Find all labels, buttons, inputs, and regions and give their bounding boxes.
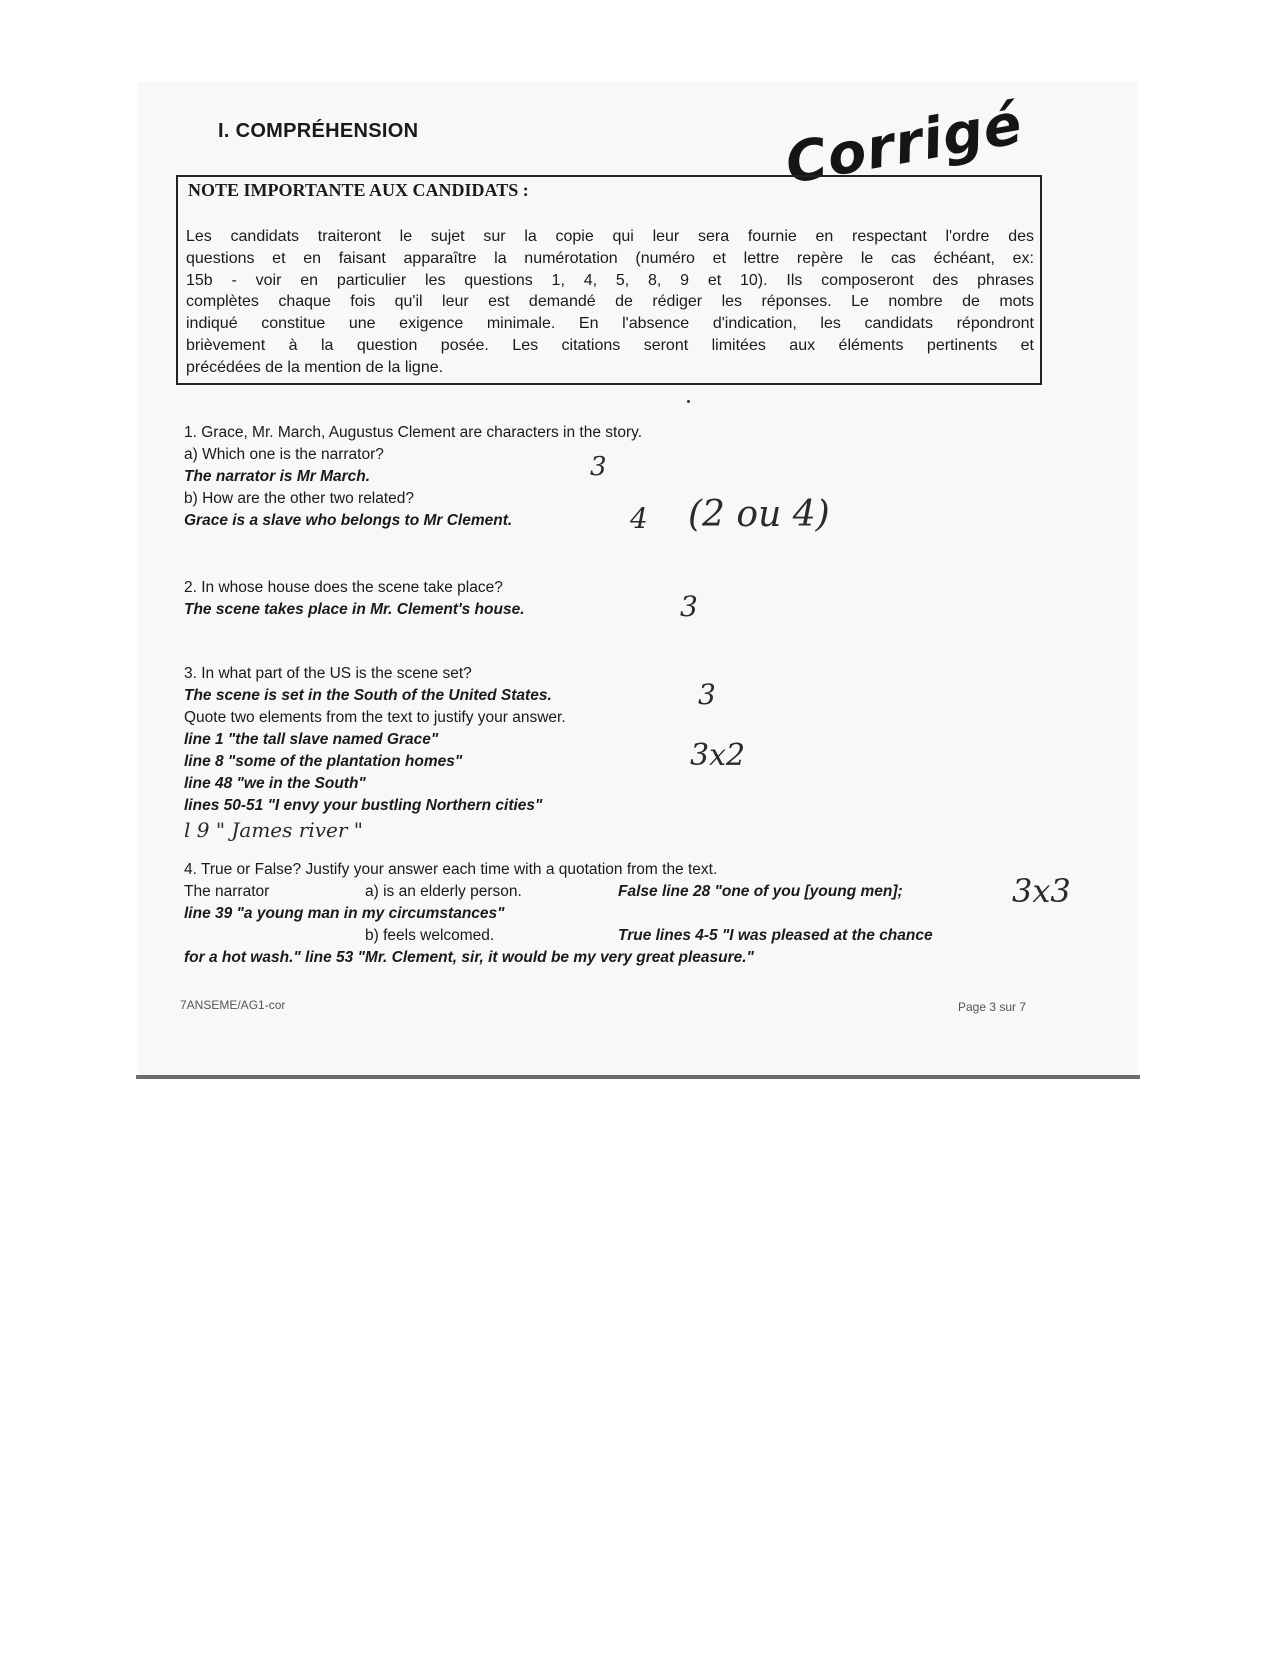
q2-answer: The scene takes place in Mr. Clement's house. <box>184 601 525 618</box>
scan-bottom-edge <box>136 1075 1140 1079</box>
q3-quote: line 48 "we in the South" <box>184 775 366 792</box>
note-line: Les candidats traiteront le sujet sur la copie qui leur sera fournie en respectant l'ordre des <box>186 228 1034 245</box>
q2-mark: 3 <box>680 590 698 623</box>
note-line: précédées de la mention de la ligne. <box>186 358 444 376</box>
note-line: 15b - voir en particulier les questions 1, 4, 5, 8, 9 et 10). Ils composeront des phrases <box>186 271 1034 289</box>
note-body <box>186 226 1034 379</box>
q1-a-mark: 3 <box>590 452 607 482</box>
q1-b-question: b) How are the other two related? <box>184 490 415 507</box>
q4-a-answer: False line 28 "one of you [young men]; <box>618 883 903 900</box>
q1-question: 1. Grace, Mr. March, Augustus Clement are characters in the story. <box>184 424 643 441</box>
q3-handwritten-quote: l 9 " James river " <box>184 818 363 842</box>
q4-a-answer-cont: line 39 "a young man in my circumstances" <box>184 905 505 922</box>
note-line: complètes chaque fois qu'il leur est demandé de rédiger les réponses. Le nombre de mots <box>186 293 1034 311</box>
q4-a-statement: a) is an elderly person. <box>365 883 522 900</box>
q2-question: 2. In whose house does the scene take place? <box>184 579 503 596</box>
footer-reference: 7ANSEME/AG1-cor <box>180 998 286 1012</box>
note-line: brièvement à la question posée. Les citations seront limitées aux éléments pertinents et <box>186 336 1034 354</box>
note-title: NOTE IMPORTANTE AUX CANDIDATS : <box>188 180 529 200</box>
scan-speck <box>687 400 690 403</box>
q3-quote: line 1 "the tall slave named Grace" <box>184 731 439 748</box>
q4-mark: 3x3 <box>1012 872 1071 910</box>
note-line: questions et en faisant apparaître la numérotation (numéro et lettre repère le cas échéant, ex: <box>186 249 1034 267</box>
q3-question: 3. In what part of the US is the scene set? <box>184 665 472 682</box>
q3-quote: lines 50-51 "I envy your bustling Northern cities" <box>184 797 543 814</box>
q3-quote: line 8 "some of the plantation homes" <box>184 753 463 770</box>
corrige-stamp: Corrigé <box>780 91 1028 197</box>
q3-quote-instruction: Quote two elements from the text to justify your answer. <box>184 709 566 726</box>
q3-quotes-mark: 3x2 <box>690 738 746 773</box>
q1-a-answer: The narrator is Mr March. <box>184 468 371 485</box>
note-line: indiqué constitue une exigence minimale. En l'absence d'indication, les candidats répondront <box>186 315 1034 333</box>
q1-b-answer: Grace is a slave who belongs to Mr Clement. <box>184 512 513 529</box>
q4-b-answer: True lines 4-5 "I was pleased at the chance <box>618 927 933 944</box>
q4-b-statement: b) feels welcomed. <box>365 927 495 944</box>
q4-b-answer-cont: for a hot wash." line 53 "Mr. Clement, sir, it would be my very great pleasure." <box>184 949 754 966</box>
q3-mark: 3 <box>698 678 716 711</box>
q1-b-mark-note: (2 ou 4) <box>688 494 830 535</box>
q4-subject: The narrator <box>184 883 270 900</box>
q4-question: 4. True or False? Justify your answer each time with a quotation from the text. <box>184 861 718 878</box>
q1-b-mark: 4 <box>630 502 648 535</box>
section-title: I. COMPRÉHENSION <box>218 120 419 142</box>
q3-answer: The scene is set in the South of the United States. <box>184 687 552 704</box>
footer-page-number: Page 3 sur 7 <box>958 1000 1027 1014</box>
q1-a-question: a) Which one is the narrator? <box>184 446 384 463</box>
